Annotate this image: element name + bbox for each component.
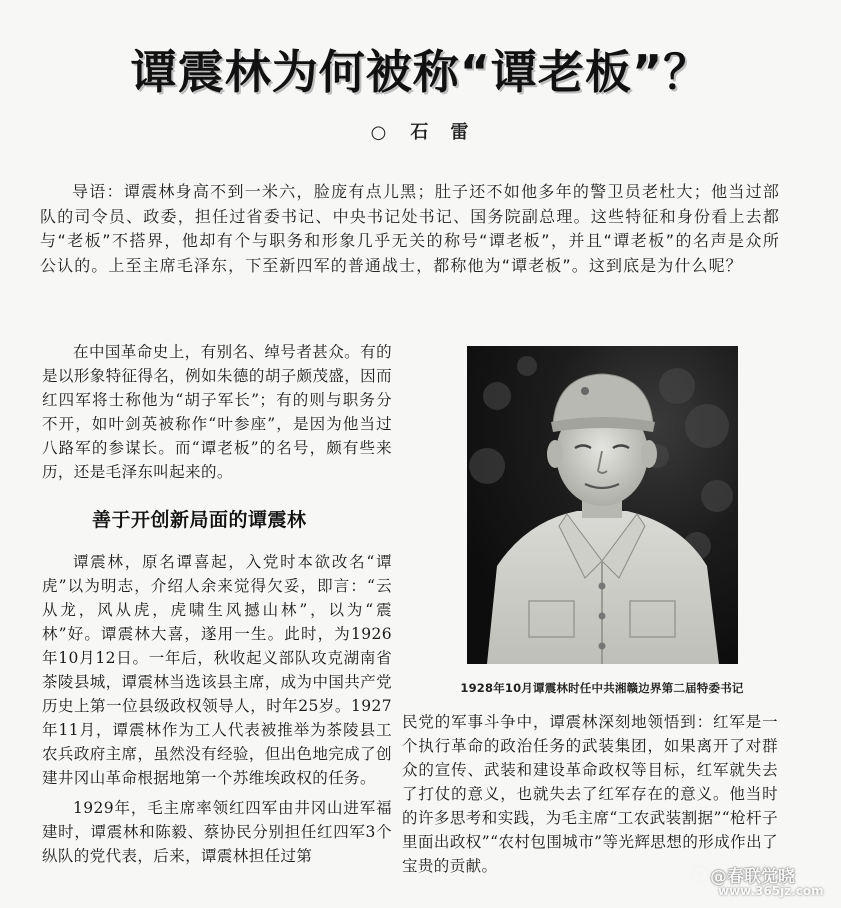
article-title: 谭震林为何被称“谭老板”？	[130, 45, 711, 99]
portrait-photo	[467, 346, 738, 664]
left-paragraph-1: 在中国革命史上，有别名、绰号者甚众。有的是以形象特征得名，例如朱德的胡子颇茂盛，因而红四军将士称他为“胡子军长”；有的则与职务分不开，如叶剑英被称作“叶参座”，是因为他当过八路军的参谋长。而“谭老板”的名号，颇有些来历，还是毛泽东叫起来的。	[42, 343, 392, 481]
right-paragraph-1: 民党的军事斗争中，谭震林深刻地领悟到：红军是一个执行革命的政治任务的武装集团，如果离开了对群众的宣传、武装和建设革命政权等目标，红军就失去了打仗的意义，也就失去了红军存在的意义。他当时的许多思考和实践，为毛主席“工农武装割据”“枪杆子里面出政权”“农村包围城市”等光辉思想的形成作出了宝贵的贡献。	[402, 713, 778, 875]
right-column	[402, 710, 778, 878]
watermark	[690, 862, 840, 902]
left-paragraph-2: 谭震林，原名谭喜起，入党时本欲改名“谭虎”以为明志，介绍人余来觉得欠妥，即言：“云从龙，风从虎，虎啸生风撼山林”，以为“震林”好。谭震林大喜，遂用一生。此时，为1926年10月12日。一年后，秋收起义部队攻克湖南省茶陵县城，谭震林当选该县主席，成为中国共产党历史上第一位县级政权领导人，时年25岁。1927年11月，谭震林作为工人代表被推举为茶陵县工农兵政府主席，虽然没有经验，但出色地完成了创建井冈山革命根据地第一个苏维埃政权的任务。	[42, 553, 392, 787]
watermark-brand: @春联觉晓	[710, 867, 795, 887]
watermark-url: www.365jz.com	[718, 884, 824, 898]
photo-caption: 1928年10月谭震林时任中共湘赣边界第二届特委书记	[460, 681, 744, 695]
portrait-illustration	[467, 346, 738, 664]
left-column	[42, 340, 392, 868]
section-heading: 善于开创新局面的谭震林	[92, 509, 307, 531]
intro-paragraph: 导语：谭震林身高不到一米六，脸庞有点儿黑；肚子还不如他多年的警卫员老杜大；他当过部队的司令员、政委，担任过省委书记、中央书记处书记、国务院副总理。这些特征和身份看上去都与“老板”不搭界，他却有个与职务和形象几乎无关的称号“谭老板”，并且“谭老板”的名声是众所公认的。上至主席毛泽东，下至新四军的普通战士，都称他为“谭老板”。这到底是为什么呢？	[40, 182, 780, 275]
author-mark: ○	[370, 122, 389, 143]
author-line	[0, 118, 841, 144]
left-paragraph-3: 1929年，毛主席率领红四军由井冈山进军福建时，谭震林和陈毅、蔡协民分别担任红四军3个纵队的党代表，后来，谭震林担任过第	[42, 799, 392, 865]
author-name: 石 雷	[410, 122, 471, 143]
watermark-logo-icon	[690, 864, 710, 884]
